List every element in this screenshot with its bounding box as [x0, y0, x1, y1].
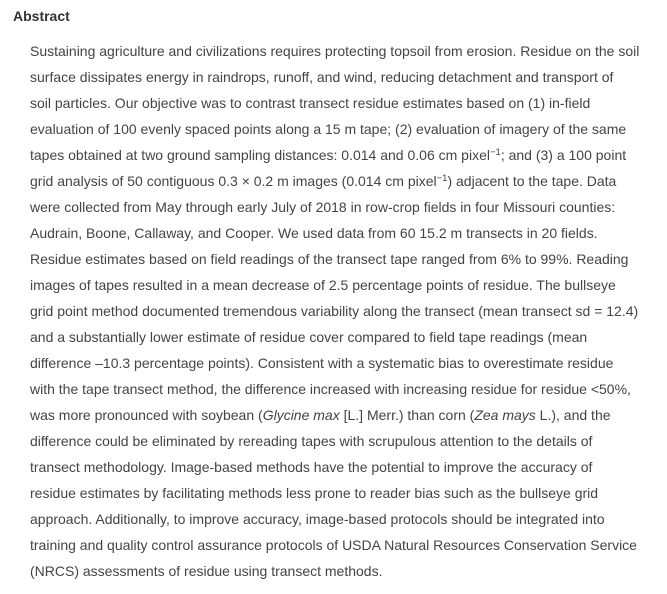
- abstract-line: [30, 428, 660, 454]
- line-text: transect methodology. Image-based methods have the potential to improve the accuracy of: [30, 459, 593, 475]
- line-text: was more pronounced with soybean (: [30, 407, 263, 423]
- abstract-line: [30, 558, 660, 584]
- superscript-exponent: −1: [436, 173, 448, 184]
- line-text: L.), and the: [535, 407, 611, 423]
- line-text: images of tapes resulted in a mean decrease of 2.5 percentage points of residue. The bullseye: [30, 277, 616, 293]
- line-text: Audrain, Boone, Callaway, and Cooper. We used data from 60 15.2 m transects in 20 fields.: [30, 225, 598, 241]
- abstract-line: [30, 38, 660, 64]
- abstract-line: [30, 402, 660, 428]
- line-text: [L.] Merr.) than corn (: [339, 407, 475, 423]
- line-text: surface dissipates energy in raindrops, runoff, and wind, reducing detachment and transport of: [30, 69, 614, 85]
- abstract-heading: Abstract: [13, 8, 70, 24]
- abstract-body: [30, 38, 660, 584]
- line-text: grid point method documented tremendous variability along the transect (mean transect sd = 12.4): [30, 303, 639, 319]
- line-text: training and quality control assurance protocols of USDA Natural Resources Conservation Service: [30, 537, 637, 553]
- line-text: approach. Additionally, to improve accuracy, image-based protocols should be integrated into: [30, 511, 605, 527]
- abstract-line: [30, 324, 660, 350]
- line-text: Sustaining agriculture and civilizations requires protecting topsoil from erosion. Residue on the soil: [30, 43, 640, 59]
- line-text: ; and (3) a 100 point: [500, 147, 627, 163]
- line-text: difference could be eliminated by rereading tapes with scrupulous attention to the details of: [30, 433, 593, 449]
- line-text: grid analysis of 50 contiguous 0.3 × 0.2 m images (0.014 cm pixel: [30, 173, 437, 189]
- line-text: Residue estimates based on field readings of the transect tape ranged from 6% to 99%. Reading: [30, 251, 629, 267]
- line-text: soil particles. Our objective was to contrast transect residue estimates based on (1) in-field: [30, 95, 591, 111]
- line-text: difference –10.3 percentage points). Consistent with a systematic bias to overestimate residue: [30, 355, 614, 371]
- abstract-line: [30, 350, 660, 376]
- superscript-exponent: −1: [489, 147, 501, 158]
- abstract-line: [30, 272, 660, 298]
- abstract-line: [30, 142, 660, 168]
- line-text: tapes obtained at two ground sampling distances: 0.014 and 0.06 cm pixel: [30, 147, 490, 163]
- line-text: ) adjacent to the tape. Data: [447, 173, 617, 189]
- abstract-line: [30, 454, 660, 480]
- line-text: (NRCS) assessments of residue using transect methods.: [30, 563, 383, 579]
- species-name-soybean: Glycine max: [262, 407, 340, 423]
- line-text: and a substantially lower estimate of residue cover compared to field tape readings (mean: [30, 329, 588, 345]
- line-text: with the tape transect method, the difference increased with increasing residue for residue <50%,: [30, 381, 631, 397]
- abstract-line: [30, 506, 660, 532]
- line-text: evaluation of 100 evenly spaced points along a 15 m tape; (2) evaluation of imagery of the same: [30, 121, 627, 137]
- abstract-line: [30, 116, 660, 142]
- abstract-line: [30, 480, 660, 506]
- abstract-line: [30, 194, 660, 220]
- abstract-line: [30, 90, 660, 116]
- abstract-line: [30, 64, 660, 90]
- species-name-corn: Zea mays: [474, 407, 536, 423]
- abstract-line: [30, 532, 660, 558]
- abstract-line: [30, 168, 660, 194]
- line-text: residue estimates by facilitating methods less prone to reader bias such as the bullseye grid: [30, 485, 599, 501]
- abstract-line: [30, 298, 660, 324]
- abstract-line: [30, 220, 660, 246]
- abstract-line: [30, 376, 660, 402]
- line-text: were collected from May through early July of 2018 in row-crop fields in four Missouri counties:: [30, 199, 616, 215]
- abstract-line: [30, 246, 660, 272]
